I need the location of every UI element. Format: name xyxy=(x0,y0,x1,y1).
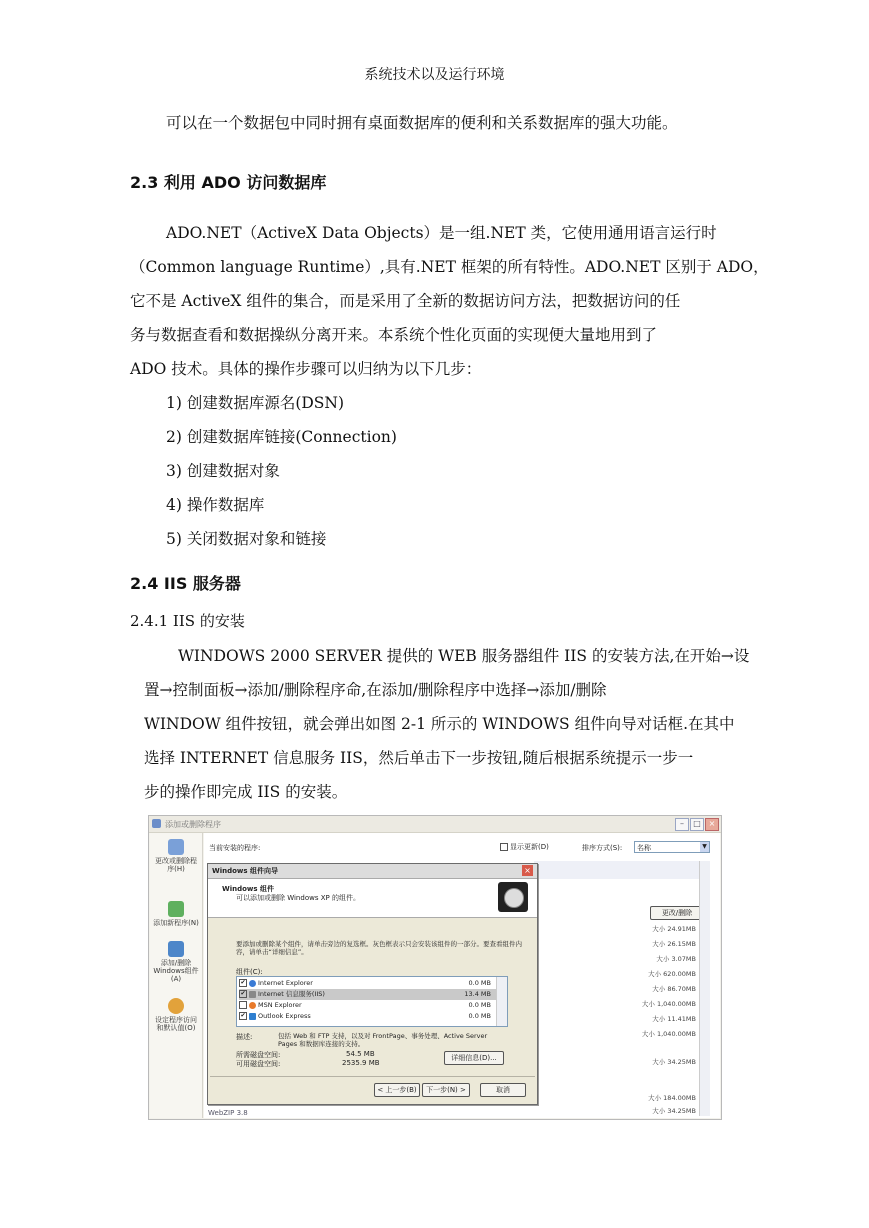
ado-line-2: （Common language Runtime）,具有.NET 框架的所有特性。ADO.NET 区别于 ADO， xyxy=(130,258,769,276)
step-item: 3) 创建数据对象 xyxy=(166,462,280,480)
component-name: Internet 信息服务(IIS) xyxy=(258,990,325,998)
components-scrollbar[interactable] xyxy=(496,977,507,1026)
program-size: 大小 34.25MB xyxy=(652,1058,696,1066)
wizard-instruction: 要添加或删除某个组件，请单击旁边的复选框。灰色框表示只会安装该组件的一部分。要查看组件内容，请单击“详细信息”。 xyxy=(236,940,522,956)
step-item: 5) 关闭数据对象和链接 xyxy=(166,530,327,548)
step-item: 4) 操作数据库 xyxy=(166,496,265,514)
component-checkbox[interactable]: ✔ xyxy=(240,1012,246,1019)
program-size: 大小 86.70MB xyxy=(652,985,696,993)
show-updates-label: 显示更新(D) xyxy=(510,843,549,851)
component-size: 13.4 MB xyxy=(464,990,491,998)
available-space-value: 2535.9 MB xyxy=(342,1059,380,1067)
components-label: 组件(C): xyxy=(236,968,263,976)
component-row[interactable] xyxy=(239,1000,497,1011)
wizard-subheading: 可以添加或删除 Windows XP 的组件。 xyxy=(236,894,360,902)
program-size: 大小 34.25MB xyxy=(652,1107,696,1115)
components-listbox[interactable] xyxy=(236,976,508,1027)
change-remove-button[interactable]: 更改/删除 xyxy=(650,906,704,920)
program-size: 大小 620.00MB xyxy=(648,970,696,978)
description-label: 描述: xyxy=(236,1033,253,1041)
component-name: MSN Explorer xyxy=(258,1001,302,1009)
ie-icon xyxy=(249,980,256,987)
window-titlebar xyxy=(149,816,721,833)
selected-program-row[interactable] xyxy=(534,861,708,879)
section-2-4-heading: 2.4 IIS 服务器 xyxy=(130,574,241,593)
back-button[interactable]: < 上一步(B) xyxy=(374,1083,420,1097)
required-space-value: 54.5 MB xyxy=(346,1050,375,1058)
iis-line-4: 选择 INTERNET 信息服务 IIS，然后单击下一步按钮,随后根据系统提示一步一 xyxy=(144,749,694,767)
sort-label: 排序方式(S): xyxy=(582,844,623,852)
sidebar-item-add-program[interactable] xyxy=(152,901,200,927)
step-item: 1) 创建数据库源名(DSN) xyxy=(166,394,345,412)
details-button[interactable]: 详细信息(D)... xyxy=(444,1051,504,1065)
sidebar-item-windows-components[interactable] xyxy=(152,941,200,983)
app-icon xyxy=(152,819,161,828)
paragraph-intro: 可以在一个数据包中同时拥有桌面数据库的便利和关系数据库的强大功能。 xyxy=(166,114,678,132)
running-header: 系统技术以及运行环境 xyxy=(364,67,505,83)
component-size: 0.0 MB xyxy=(468,1001,491,1009)
wizard-cd-icon xyxy=(498,882,528,912)
ado-line-1: ADO.NET（ActiveX Data Objects）是一组.NET 类，它使用通用语言运行时 xyxy=(166,224,717,242)
program-size: 大小 26.15MB xyxy=(652,940,696,948)
iis-line-5: 步的操作即完成 IIS 的安装。 xyxy=(144,783,348,801)
ado-line-3: 它不是 ActiveX 组件的集合，而是采用了全新的数据访问方法，把数据访问的任 xyxy=(130,292,681,310)
program-size: 大小 1,040.00MB xyxy=(641,1000,696,1008)
iis-line-1: WINDOWS 2000 SERVER 提供的 WEB 服务器组件 IIS 的安装方法,在开始→设 xyxy=(178,647,750,665)
next-button[interactable]: 下一步(N) > xyxy=(422,1083,470,1097)
component-checkbox[interactable] xyxy=(239,1001,247,1009)
outlook-icon xyxy=(249,1013,256,1020)
component-name: Internet Explorer xyxy=(258,979,313,987)
component-size: 0.0 MB xyxy=(468,979,491,987)
show-updates-checkbox[interactable] xyxy=(500,842,549,852)
sort-select-value: 名称 xyxy=(637,844,651,852)
sidebar-item-change-remove[interactable] xyxy=(152,839,200,873)
sort-select[interactable] xyxy=(634,841,710,853)
windows-components-icon xyxy=(168,941,184,957)
ado-line-5: ADO 技术。具体的操作步骤可以归纳为以下几步： xyxy=(130,360,482,378)
change-remove-icon xyxy=(168,839,184,855)
required-space-label: 所需磁盘空间: xyxy=(236,1051,281,1059)
sidebar-item-label: 设定程序访问和默认值(O) xyxy=(155,1016,197,1032)
available-space-label: 可用磁盘空间: xyxy=(236,1060,281,1068)
description-text: 包括 Web 和 FTP 支持，以及对 FrontPage、事务处理、Active Server Pages 和数据库连接的支持。 xyxy=(278,1032,488,1048)
programs-scrollbar[interactable] xyxy=(699,861,710,1116)
iis-icon xyxy=(249,991,256,998)
wizard-close-icon[interactable]: × xyxy=(522,865,533,876)
checkbox-icon xyxy=(500,843,508,851)
wizard-heading: Windows 组件 xyxy=(222,885,274,893)
program-size: 大小 11.41MB xyxy=(652,1015,696,1023)
close-icon[interactable]: × xyxy=(705,818,719,831)
program-size: 大小 3.07MB xyxy=(656,955,696,963)
figure-add-remove-programs xyxy=(148,815,722,1120)
program-access-icon xyxy=(168,998,184,1014)
maximize-icon[interactable]: □ xyxy=(690,818,704,831)
add-program-icon xyxy=(168,901,184,917)
windows-components-wizard xyxy=(207,863,538,1105)
step-item: 2) 创建数据库链接(Connection) xyxy=(166,428,397,446)
sidebar-item-label: 更改或删除程序(H) xyxy=(155,857,197,873)
cancel-button[interactable]: 取消 xyxy=(480,1083,526,1097)
sidebar-item-program-access[interactable] xyxy=(152,998,200,1032)
msn-icon xyxy=(249,1002,256,1009)
wizard-divider xyxy=(210,1076,535,1077)
minimize-icon[interactable]: – xyxy=(675,818,689,831)
component-row[interactable] xyxy=(239,989,497,1000)
program-size: 大小 1,040.00MB xyxy=(641,1030,696,1038)
sidebar-item-label: 添加/删除Windows组件(A) xyxy=(153,959,199,983)
component-checkbox[interactable]: ✔ xyxy=(240,979,246,986)
component-size: 0.0 MB xyxy=(468,1012,491,1020)
ado-line-4: 务与数据查看和数据操纵分离开来。本系统个性化页面的实现便大量地用到了 xyxy=(130,326,658,344)
bottom-program-item[interactable]: WebZIP 3.8 xyxy=(208,1109,248,1117)
program-size: 大小 24.91MB xyxy=(652,925,696,933)
section-2-3-heading: 2.3 利用 ADO 访问数据库 xyxy=(130,173,327,192)
sidebar-item-label: 添加新程序(N) xyxy=(153,919,199,927)
program-size: 大小 184.00MB xyxy=(648,1094,696,1102)
wizard-title: Windows 组件向导 xyxy=(208,864,537,879)
window-title: 添加或删除程序 xyxy=(165,820,221,829)
installed-label: 当前安装的程序: xyxy=(209,844,261,852)
component-row[interactable] xyxy=(239,1011,497,1022)
section-2-4-1-heading: 2.4.1 IIS 的安装 xyxy=(130,612,245,630)
sidebar xyxy=(150,833,203,1118)
component-row[interactable] xyxy=(239,978,497,989)
component-checkbox[interactable]: ✔ xyxy=(240,990,246,997)
component-name: Outlook Express xyxy=(258,1012,311,1020)
wizard-header xyxy=(208,879,537,918)
iis-line-3: WINDOW 组件按钮，就会弹出如图 2-1 所示的 WINDOWS 组件向导对话框.在其中 xyxy=(144,715,735,733)
iis-line-2: 置→控制面板→添加/删除程序命,在添加/删除程序中选择→添加/删除 xyxy=(144,681,607,699)
chevron-down-icon: ▼ xyxy=(700,842,709,852)
